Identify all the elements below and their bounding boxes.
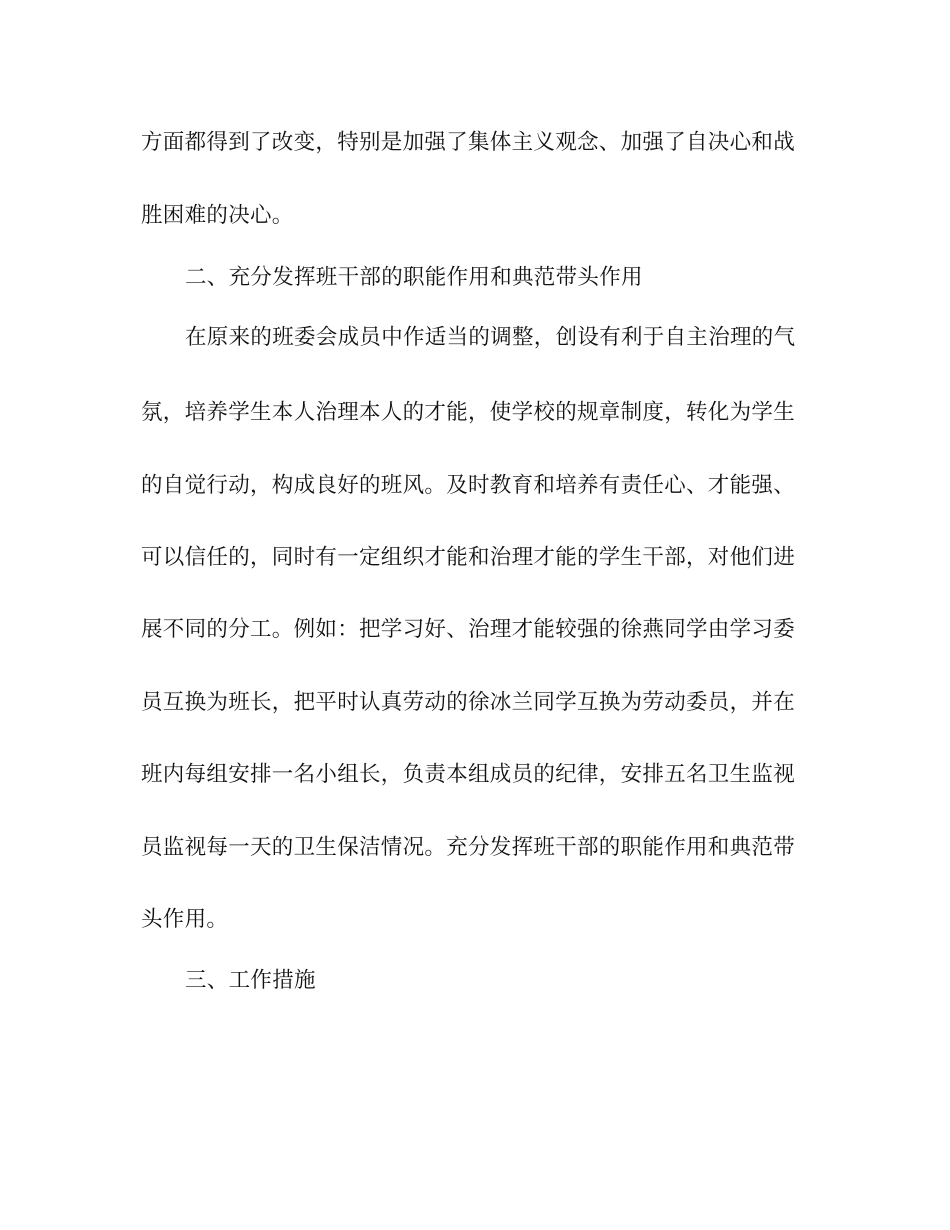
paragraph-line: 班内每组安排一名小组长，负责本组成员的纪律，安排五名卫生监视 (141, 762, 796, 787)
paragraph-line: 员互换为班长，把平时认真劳动的徐冰兰同学互换为劳动委员，并在 (141, 690, 796, 715)
section-heading: 二、充分发挥班干部的职能作用和典范带头作用 (185, 265, 643, 290)
paragraph-line: 氛，培养学生本人治理本人的才能，使学校的规章制度，转化为学生 (141, 400, 796, 425)
paragraph-line: 方面都得到了改变，特别是加强了集体主义观念、加强了自决心和战 (141, 130, 796, 155)
paragraph-line: 的自觉行动，构成良好的班风。及时教育和培养有责任心、才能强、 (141, 473, 796, 498)
paragraph-line: 胜困难的决心。 (141, 203, 294, 228)
paragraph-line: 头作用。 (141, 907, 229, 932)
paragraph-line: 展不同的分工。例如：把学习好、治理才能较强的徐燕同学由学习委 (141, 617, 796, 642)
paragraph-line: 在原来的班委会成员中作适当的调整，创设有利于自主治理的气 (185, 325, 796, 350)
section-heading: 三、工作措施 (185, 968, 316, 993)
paragraph-line: 员监视每一天的卫生保洁情况。充分发挥班干部的职能作用和典范带 (141, 835, 796, 860)
paragraph-line: 可以信任的，同时有一定组织才能和治理才能的学生干部，对他们进 (141, 545, 796, 570)
